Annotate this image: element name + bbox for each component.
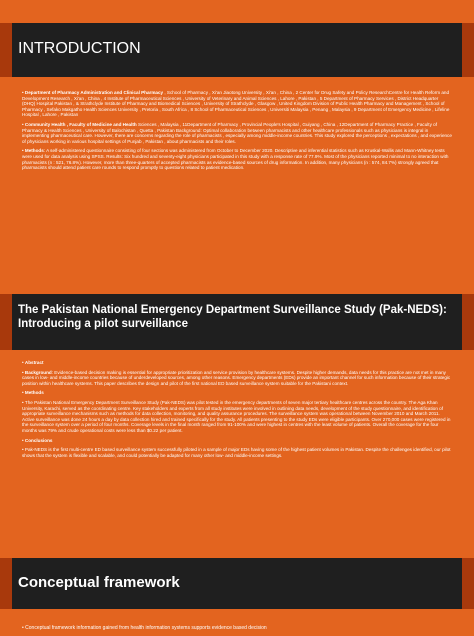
paragraph: • Community Health , Faculty of Medicine and Health Sciences , Malaysia , 11Department of Pharmacy , Provincial People's Hospital , Guiyang , China , 12Department of Pharmacy Practice , Faculty of Pharmacy & Health Sciences , University of Balochistan , Quetta , Pakistan Background: Optimal collaboration between pharmacists and other healthcare professionals such as physicians is integral in implementing pharmaceutical care. However, there are concerns regarding the role of pharmacists , especially among middle-income countries. This study explored the perceptions , expectations , and experience of physicians working in various hospital settings of Punjab , Pakistan , about pharmacists and their roles. — [22, 122, 452, 144]
slide-body — [22, 360, 452, 462]
paragraph: • Methods: A self-administered questionnaire consisting of four sections was administered from October to December 2020. Descriptive and inferential statistics such as Kruskal-Wallis and Mann-Whitney tests were used for data analysis using SPSS. Results: Six hundred and seventy-eight physicians participated in this study with a response rate of 77.9%. Most of the physicians reported minimal to no interaction with pharmacists (n : 521, 76.8%). However, more than three-quarters of accepted pharmacists as evidence-based sources of drug information. In addition, many physicians (n : 574, 84.7%) strongly agreed that pharmacists should attend patient care rounds to respond promptly to questions related to patient medication. — [22, 148, 452, 170]
conclusions-heading: • Conclusions — [22, 438, 452, 444]
slide-title: The Pakistan National Emergency Department Surveillance Study (Pak-NEDS): Introducing a pilot surveillance — [18, 304, 447, 330]
slide-title: INTRODUCTION — [18, 40, 141, 57]
slide-pak-neds — [0, 294, 474, 541]
paragraph: • Pak-NEDS is the first multi-centre ED based surveillance system successfully piloted in a sample of major EDs having some of the highest patient volumes in Pakistan. Despite the challenges identified, our pilot shows that the system is flexible and scalable, and could potentially be adapted for many other low- and middle-income settings. — [22, 447, 452, 458]
methods-heading: • Methods — [22, 390, 452, 396]
paragraph: • Conceptual framework information gained from health information systems supports evidence based decision — [22, 626, 452, 632]
paragraph: • Department of Pharmacy Administration and Clinical Pharmacy , School of Pharmacy , Xi'an Jiaotong University , Xi'an , China , 2 Center for Drug Safety and Policy ResearchCentre for Health Reform and Development Research , Xi'an , China , 4 Institute of Pharmaceutical Sciences , University of Veterinary and Animal Sciences , Lahore , Pakistan , 5 Department of Pharmacy Services , District Headquarter (DHQ) Hospital Pakistan , & Strathclyde Institute of Pharmacy and Biomedical Sciences , University of Strathclyde , Glasgow , United Kingdom Division of Public Health Pharmacy and Management , School of Pharmacy , Sefako Makgatho Health Sciences University , Pretoria , South Africa , 8 School of Pharmaceutical Sciences , Universiti Malaysia , Penang , Malaysia , 9 Department of Emergency Medicine , Lifeline Hospital , Lahore , Pakistan — [22, 90, 452, 118]
slide-body — [22, 90, 452, 175]
slide-title: Conceptual framework — [18, 574, 180, 591]
slide-introduction — [0, 0, 474, 282]
paragraph: • The Pakistan National Emergency Department Surveillance Study (Pak-NEDS) was pilot tested in the emergency departments of seven major tertiary healthcare centres across the country. The Aga Khan University, Karachi, served as the coordinating centre. Key stakeholders and experts from all study institutes were involved in outlining data needs, development of the study questionnaire, and identification of appropriate surveillance mechanisms such as methods for data collection, monitoring, and quality assurance procedures. The surveillance system was operational between November 2010 and March 2011. Active surveillance was done 24 hours a day by data collection hired and trained specifically for the study. All patients presenting to the study EDs were eligible participants. Over 270,000 cases were registered in the surveillance system over a period of four months. Coverage levels in the final month ranged from 91-100% and were highest in centres with the least volume of patients. Overall the coverage for the four months was 79% and crude operational costs were less than $0.22 per patient. — [22, 400, 452, 434]
slide-body — [22, 626, 452, 636]
paragraph: • Background: Evidence-based decision making is essential for appropriate prioritization and service provision by healthcare systems. Despite higher demands, data needs for this practice are not met in many cases in low- and middle-income countries because of underdeveloped sources, among other reasons. Emergency departments (EDs) provide an important channel for such information because of their strategic position within healthcare systems. This paper describes the design and pilot of the first national ED based surveillance system suitable for the Pakistani context. — [22, 370, 452, 387]
abstract-heading: • Abstract — [22, 360, 452, 366]
slide-conceptual-framework — [0, 555, 474, 632]
